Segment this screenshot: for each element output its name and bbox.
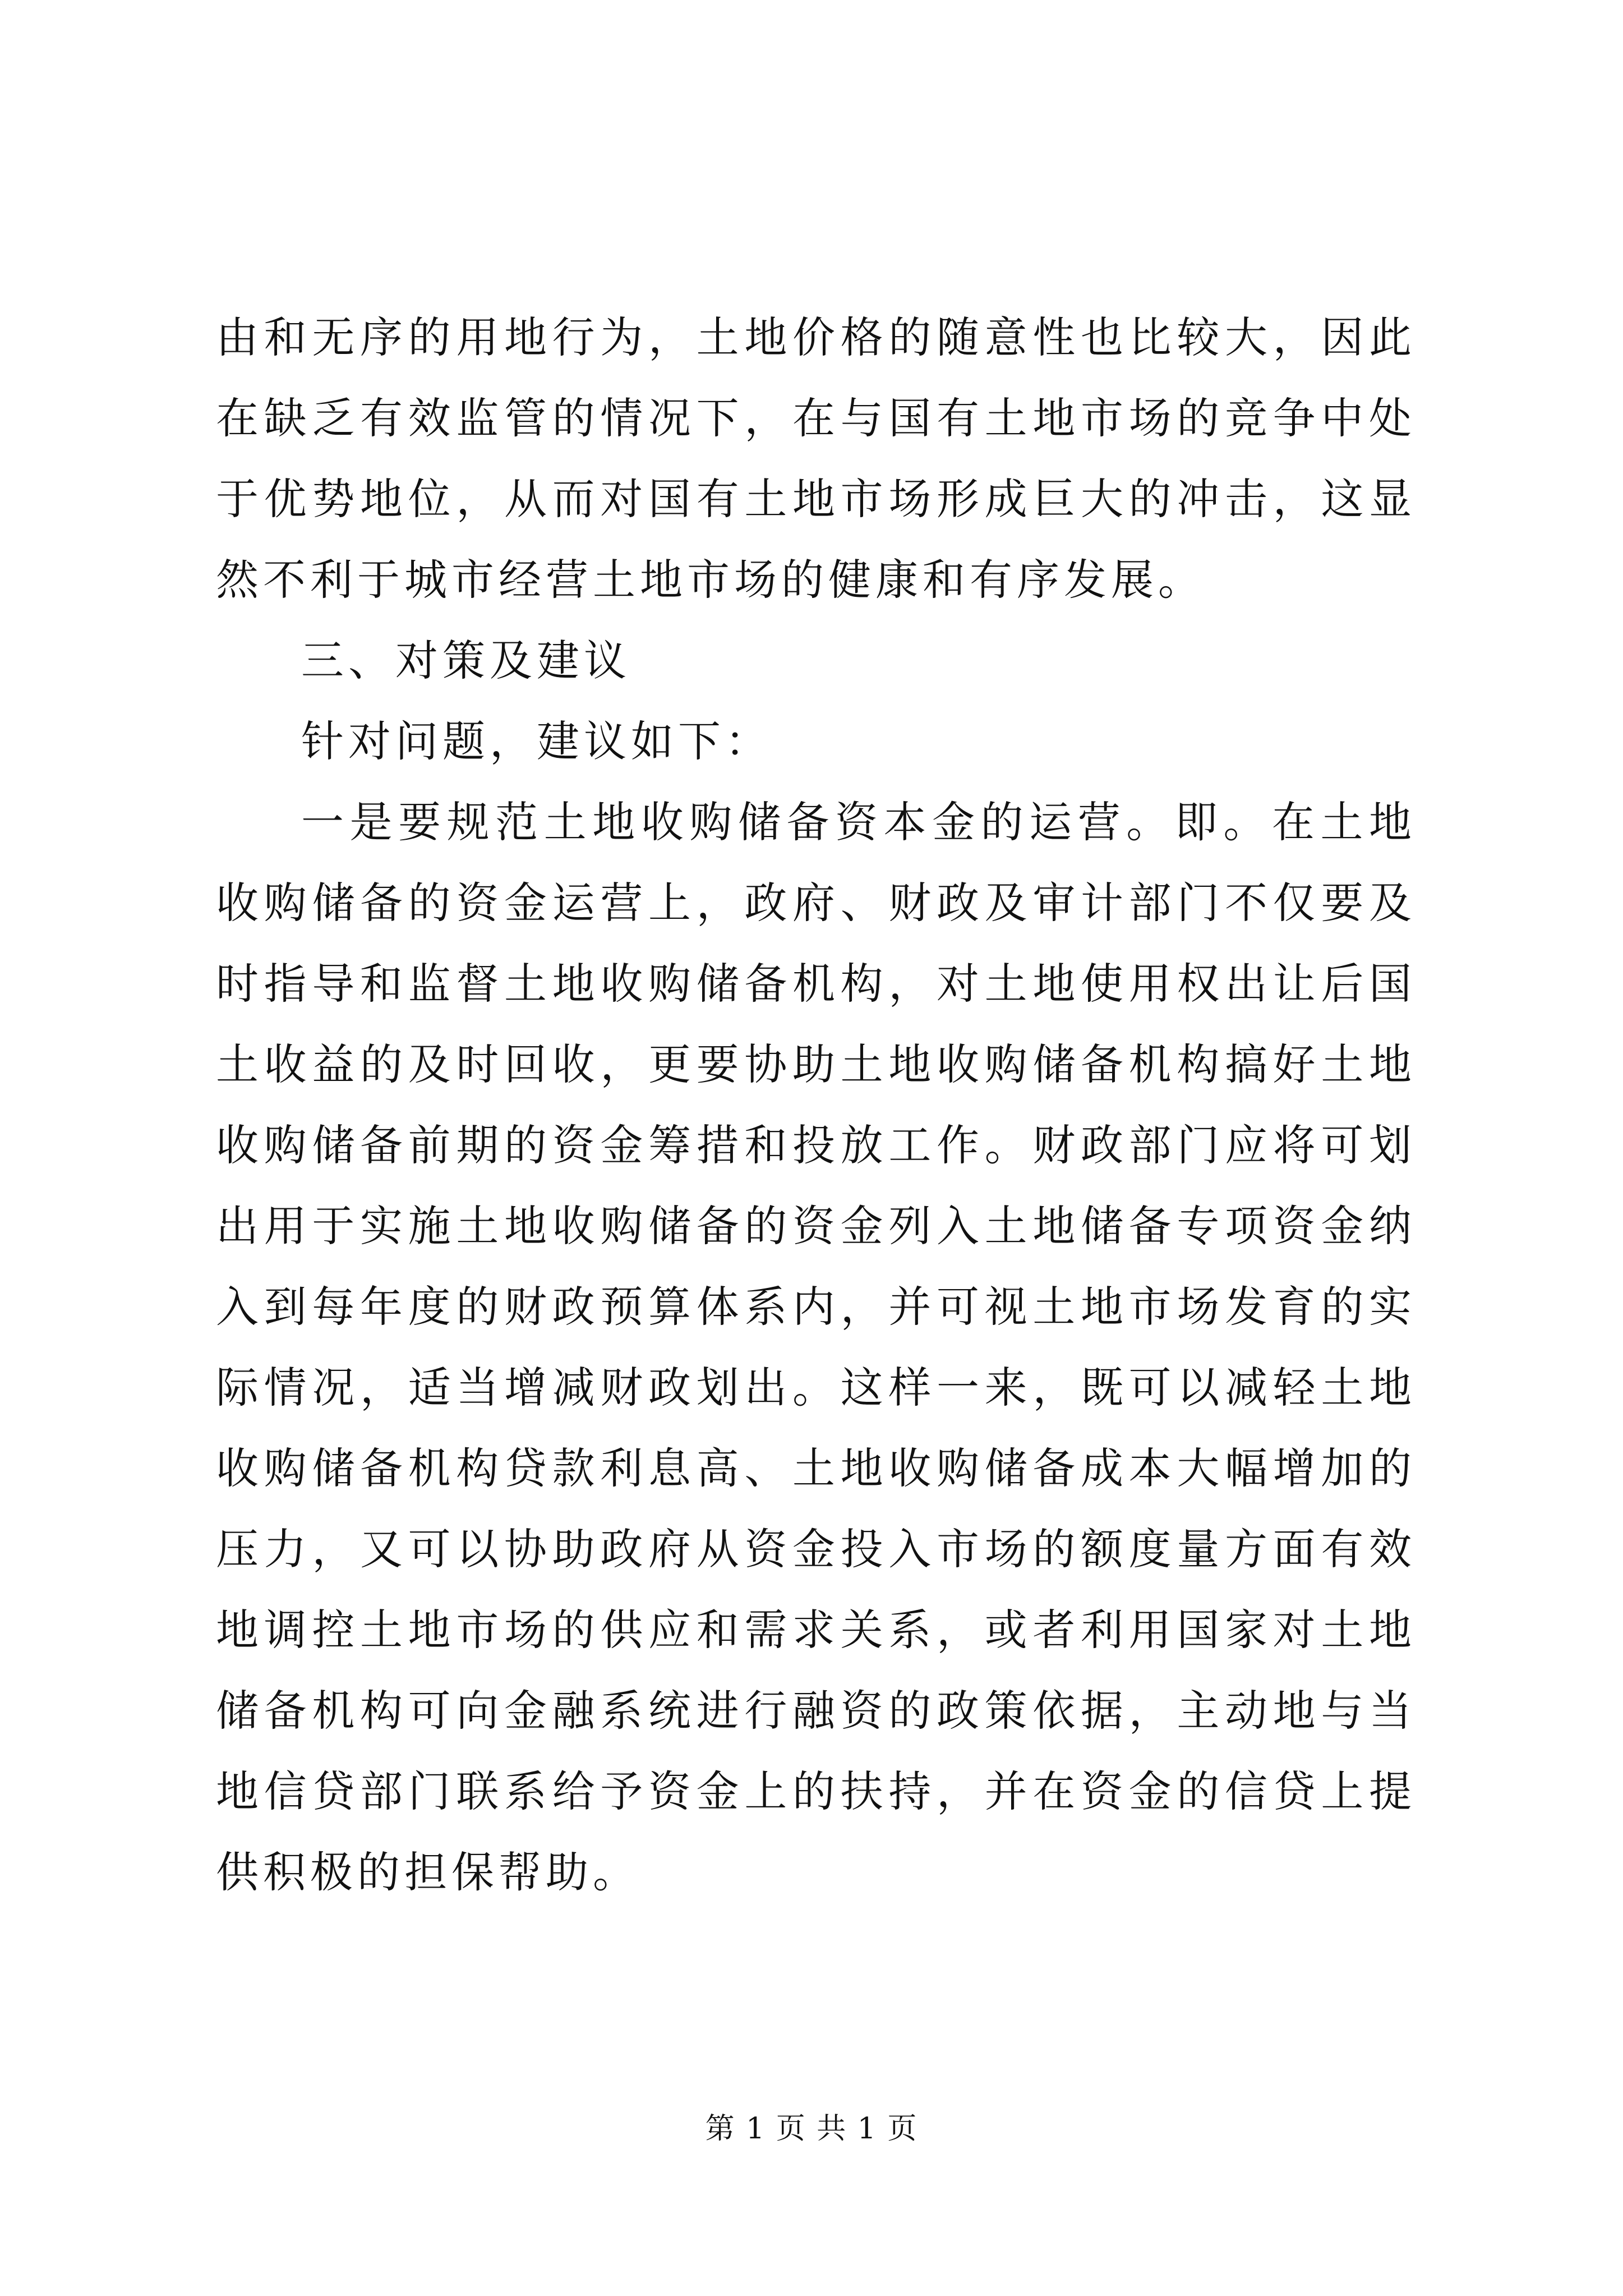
paragraph-recommendation: 一是要规范土地收购储备资本金的运营。即。在土地收购储备的资金运营上，政府、财政及审计部门不仅要及时指导和监督土地收购储备机构，对土地使用权出让后国土收益的及时回收，更要协助土地收购储备机构搞好土地收购储备前期的资金筹措和投放工作。财政部门应将可划出用于实施土地收购储备的资金列入土地储备专项资金纳入到每年度的财政预算体系内，并可视土地市场发育的实际情况，适当增减财政划出。这样一来，既可以减轻土地收购储备机构贷款利息高、土地收购储备成本大幅增加的压力，又可以协助政府从资金投入市场的额度量方面有效地调控土地市场的供应和需求关系，或者利用国家对土地储备机构可向金融系统进行融资的政策依据，主动地与当地信贷部门联系给予资金上的扶持，并在资金的信贷上提供积极的担保帮助。 — [216, 797, 1416, 1897]
paragraph-continuation: 由和无序的用地行为，土地价格的随意性也比较大，因此在缺乏有效监管的情况下，在与国有土地市场的竞争中处于优势地位，从而对国有土地市场形成巨大的冲击，这显然不利于城市经营土地市场的健康和有序发展。 — [216, 312, 1416, 605]
paragraph-intro: 针对问题，建议如下： — [301, 716, 772, 766]
body-text — [216, 297, 1416, 1913]
page-number-footer: 第 1 页 共 1 页 — [705, 2112, 918, 2146]
section-heading: 三、对策及建议 — [301, 636, 631, 685]
